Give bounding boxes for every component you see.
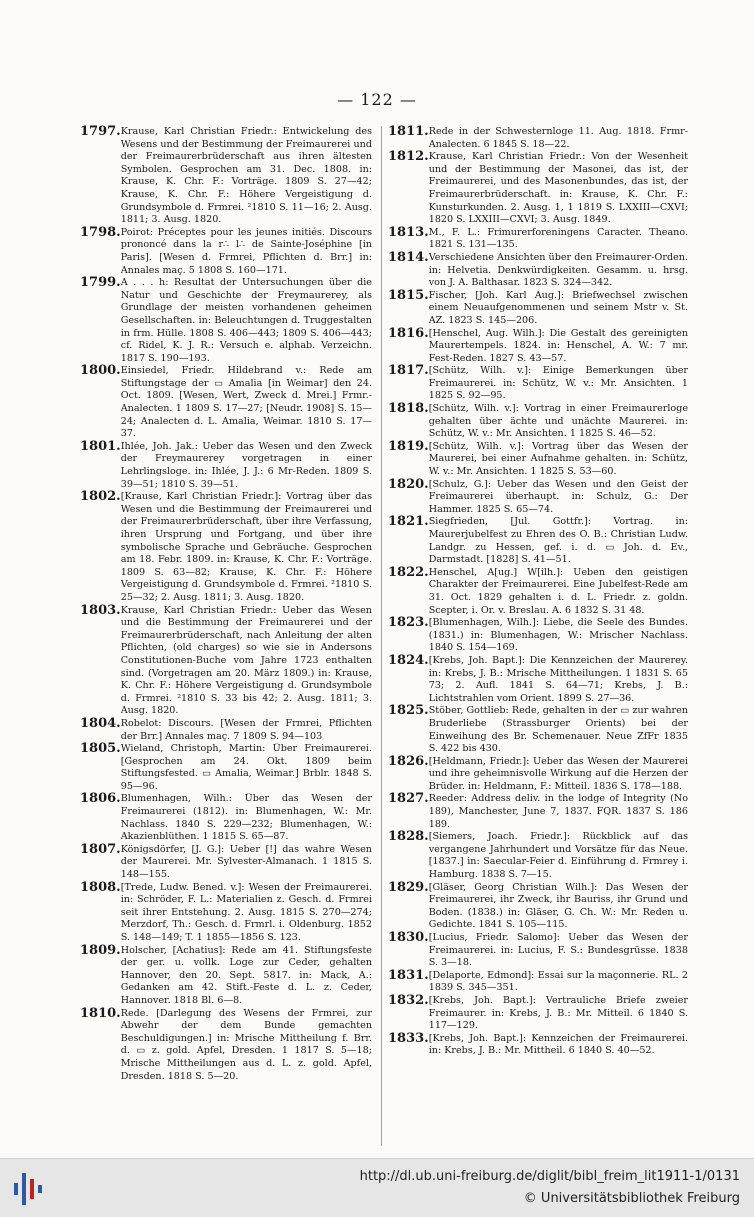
bibliography-entry [80, 879, 372, 945]
bibliography-entry [388, 992, 688, 1033]
entry-text: Krause, Karl Christian Friedr.: Entwickelung des Wesens und der Bestimmung der Freimaurerei und der Freimaurerbrüderschaft aus ihren ältesten Symbolen. Gesprochen am 31. Dec. 1808. in: Krause, K. Chr. F.: Vorträge. 1809 S. 27—42; Krause, K. Chr. F.: Höhere Vergeistigung d. Grundsymbole d. Frmrei. ²1810 S. 11—16; 2. Ausg. 1811; 3. Ausg. 1820. [120, 126, 372, 226]
entry-number: 1822. [388, 564, 429, 580]
entry-number: 1826. [388, 753, 429, 769]
entry-number: 1801. [80, 438, 121, 454]
bibliography-entry [80, 602, 372, 718]
entry-text: Henschel, A[ug.] W[ilh.]: Ueben den geistigen Charakter der Freimaurerei. Eine Jubelfest-Rede am 31. Oct. 1829 gehalten i. d. L. Friedr. z. goldn. Scepter, i. Or. v. Breslau. A. 6 1832 S. 31 48. [428, 566, 688, 616]
entry-text: A . . . h: Resultat der Untersuchungen über die Natur und Geschichte der Freymaurerey, als Grundlage der meisten vorhandenen geheimen Gesellschaften. in: Beleuchtungen d. Truggestalten in frm. Hülle. 1808 S. 406—443; 1809 S. 406—443; cf. Ridel, K. J. R.: Versuch e. alphab. Verzeichn. 1817 S. 190—193. [120, 277, 372, 364]
entry-number: 1817. [388, 363, 429, 379]
bibliography-entry [388, 617, 688, 655]
entry-text: Holscher, [Achatius]: Rede am 41. Stiftungsfeste der ger. u. vollk. Loge zur Ceder, gehalten Hannover, den 20. Sept. 5817. in: Mack, A.: Gedanken am 42. Stift.-Feste d. L. z. Ceder, Hannover. 1818 Bl. 6—8. [120, 944, 372, 1006]
entry-number: 1807. [80, 841, 121, 857]
entry-text: Krause, Karl Christian Friedr.: Von der Wesenheit und der Bestimmung der Masonei, das ist, der Freimaurerei, und des Masonenbundes, das ist, der Freimaurerbrüderschaft. in: Krause, K. Chr. F.: Kunsturkunden. 2. Ausg. 1, 1 1819 S. LXXIII—CXVI; 1820 S. LXXIII—CXVI; 3. Ausg. 1849. [428, 151, 688, 226]
entry-text: [Trede, Ludw. Bened. v.]: Wesen der Freimaurerei. in: Schröder, F. L.: Materialien z. Gesch. d. Frmrei seit ihrer Entstehung. 2. Ausg. 1815 S. 270—274; Merzdorf, Th.: Gesch. d. Frmrl. i. Oldenburg. 1852 S. 148—149; T. 1 1855—1856 S. 123. [120, 881, 372, 943]
entry-number: 1802. [80, 489, 121, 505]
entry-number: 1797. [80, 124, 121, 139]
entry-number: 1829. [388, 879, 429, 895]
bibliography-entry [80, 743, 372, 793]
bibliography-entry [388, 652, 688, 705]
page-number: — 122 — [337, 90, 417, 109]
column-divider [381, 126, 382, 1146]
bibliography-entry [388, 753, 688, 794]
entry-text: Verschiedene Ansichten über den Freimaurer-Orden. in: Helvetia. Denkwürdigkeiten. Gesamm. u. hrsg. von J. A. Balthasar. 1823 S. 324—342. [428, 251, 688, 289]
entry-text: Wieland, Christoph, Martin: Über Freimaurerei. [Gesprochen am 24. Okt. 1809 beim Stiftungsfested. ▭ Amalia, Weimar.] Brblr. 1848 S. 95—96. [120, 743, 372, 792]
bibliography-entry [80, 715, 372, 743]
entry-text: Reeder: Address deliv. in the lodge of Integrity (No 189), Manchester, June 7, 1837. FQR. 1837 S. 186 189. [428, 793, 688, 830]
bibliography-entry [388, 705, 688, 755]
bibliography-entry [388, 151, 688, 227]
document-url[interactable]: http://dl.ub.uni-freiburg.de/diglit/bibl_freim_lit1911-1/0131 [359, 1169, 740, 1184]
bibliography-entry [388, 516, 688, 566]
copyright-notice: © Universitätsbibliothek Freiburg [523, 1191, 740, 1206]
bibliography-entry [80, 126, 372, 227]
bibliography-entry [80, 224, 372, 277]
entry-text: [Delaporte, Edmond]: Essai sur la maçonnerie. RL. 2 1839 S. 345—351. [428, 969, 688, 994]
entry-text: Blumenhagen, Wilh.: Über das Wesen der Freimaurerei (1812). in: Blumenhagen, W.: Mr. Nachlass. 1840 S. 229—232; Blumenhagen, W.: Akazienblüthen. 1 1815 S. 65—87. [120, 793, 372, 843]
entry-text: Rede in der Schwesternloge 11. Aug. 1818. Frmr-Analecten. 6 1845 S. 18—22. [428, 126, 688, 150]
entry-text: [Krause, Karl Christian Friedr.]: Vortrag über das Wesen und die Bestimmung der Freimaurerei und der Freimaurerbrüderschaft, über ihre Verfassung, ihren Ursprung und Fortgang, und über ihre symbolische Sprache und Gebräuche. Gesprochen am 18. Febr. 1809. in: Krause, K. Chr. F.: Vorträge. 1809 S. 63—82; Krause, K. Chr. F.: Höhere Vergeistigung d. Grundsymbole d. Frmrei. ²1810 S. 25—32; 2. Ausg. 1811; 3. Ausg. 1820. [120, 491, 372, 603]
bibliography-entry [80, 438, 372, 491]
entry-text: [Heldmann, Friedr.]: Ueber das Wesen der Maurerei und ihre geheimnisvolle Wirkung auf die Herzen der Brüder. in: Heldmann, F.: Mitteil. 1836 S. 178—188. [428, 755, 688, 792]
entry-number: 1819. [388, 438, 429, 454]
entry-text: [Lucius, Friedr. Salomo]: Ueber das Wesen der Freimaurerei. in: Lucius, F. S.: Bundesgrüsse. 1838 S. 3—18. [428, 932, 688, 969]
entry-number: 1813. [388, 224, 429, 240]
entry-number: 1808. [80, 879, 121, 895]
bibliography-entry [388, 932, 688, 970]
entry-number: 1806. [80, 791, 121, 807]
entry-number: 1811. [388, 124, 429, 139]
bibliography-entry [80, 277, 372, 365]
bibliography-entry [388, 1030, 688, 1058]
ub-freiburg-logo-icon [12, 1171, 44, 1207]
entry-text: Robelot: Discours. [Wesen der Frmrei, Pflichten der Brr.] Annales maç. 7 1809 S. 94—103 [120, 717, 372, 742]
bibliography-entry [388, 325, 688, 366]
entry-number: 1820. [388, 476, 429, 492]
entry-text: [Krebs, Joh. Bapt.]: Vertrauliche Briefe zweier Freimaurer. in: Krebs, J. B.: Mr. Mitteil. 6 1840 S. 117—129. [428, 994, 688, 1032]
bibliography-entry [388, 476, 688, 517]
entry-text: Fischer, [Joh. Karl Aug.]: Briefwechsel zwischen einem Neuaufgenommenen und seinem Mstr v. St. AZ. 1823 S. 145—206. [428, 289, 688, 326]
entry-number: 1816. [388, 325, 429, 341]
entry-text: [Krebs, Joh. Bapt.]: Die Kennzeichen der Maurerey. in: Krebs, J. B.: Mrische Mittheilungen. 1 1831 S. 65 73; 2. Aufl. 1841 S. 64—71; Krebs, J. B.: Lichtstrahlen vom Orient. 1899 S. 27—36. [428, 654, 688, 704]
entry-number: 1810. [80, 1005, 121, 1021]
bibliography-entry [80, 942, 372, 1008]
entry-number: 1800. [80, 363, 121, 379]
bibliography-entry [388, 967, 688, 995]
entry-number: 1827. [388, 791, 429, 807]
entry-text: Poirot: Préceptes pour les jeunes initiés. Discours prononcé dans la r∴ l∴ de Sainte-Joséphine [in Paris]. [Wesen d. Frmrei, Pflichten d. Brr.] in: Annales maç. 5 1808 S. 160—171. [120, 226, 372, 276]
entry-number: 1825. [388, 703, 429, 719]
left-column [80, 126, 372, 1083]
entry-text: [Schütz, Wilh. v.]: Einige Bemerkungen über Freimaurerei. in: Schütz, W. v.: Mr. Ansichten. 1 1825 S. 92—95. [428, 365, 688, 402]
bibliography-entry [388, 249, 688, 290]
entry-text: [Schütz, Wilh. v.]: Vortrag über das Wesen der Maurerei, bei einer Aufnahme gehalten. in: Schütz, W. v.: Mr. Ansichten. 1 1825 S. 53—60. [428, 440, 688, 478]
bibliography-entry [388, 831, 688, 881]
entry-text: Siegfrieden, [Jul. Gottfr.]: Vortrag. in: Maurerjubelfest zu Ehren des O. B.: Christian Ludw. Landgr. zu Hessen, gef. i. d. ▭ Joh. d. Ev., Darmstadt. [1828] S. 41—51. [428, 516, 688, 566]
bibliography-entry [388, 287, 688, 328]
entry-number: 1818. [388, 401, 429, 417]
entry-text: Einsiedel, Friedr. Hildebrand v.: Rede am Stiftungstage der ▭ Amalia [in Weimar] den 24. Oct. 1809. [Wesen, Wert, Zweck d. Mrei.] Frmr.-Analecten. 1 1809 S. 17—27; [Neudr. 1908] S. 15—24; Analecten d. L. Amalia, Weimar. 1810 S. 17—37. [120, 365, 372, 440]
bibliography-entry [80, 365, 372, 441]
entry-text: Stöber, Gottlieb: Rede, gehalten in der ▭ zur wahren Bruderliebe (Strassburger Orients) bei der Einweihung des Br. Schemenauer. Neue ZfFr 1835 S. 422 bis 430. [428, 705, 688, 755]
entry-number: 1815. [388, 287, 429, 303]
entry-number: 1805. [80, 741, 121, 757]
footer-bar [0, 1158, 754, 1217]
bibliography-entry [388, 403, 688, 441]
bibliography-entry [80, 793, 372, 843]
entry-number: 1830. [388, 930, 429, 945]
entry-number: 1814. [388, 249, 429, 265]
entry-text: [Gläser, Georg Christian Wilh.]: Das Wesen der Freimaurerei, ihr Zweck, ihr Bauriss, ihr Grund und Boden. (1838.) in: Gläser, G. Ch. W.: Mr. Reden u. Gedichte. 1841 S. 105—115. [428, 881, 688, 931]
entry-number: 1799. [80, 275, 121, 291]
entry-text: Rede. [Darlegung des Wesens der Frmrei, zur Abwehr der dem Bunde gemachten Beschuldigungen.] in: Mrische Mittheilung f. Brr. d. ▭ z. gold. Apfel, Dresden. 1 1817 S. 5—18; Mrische Mittheilungen aus d. L. z. gold. Apfel, Dresden. 1818 S. 5—20. [120, 1007, 372, 1082]
entry-text: [Henschel, Aug. Wilh.]: Die Gestalt des gereinigten Maurertempels. 1824. in: Henschel, A. W.: 7 mr. Fest-Reden. 1827 S. 43—57. [428, 327, 688, 364]
bibliography-entry [388, 126, 688, 151]
entry-text: [Siemers, Joach. Friedr.]: Rückblick auf das vergangene Jahrhundert und Vorsätze für das Neue. [1837.] in: Saecular-Feier d. Einführung d. Frmrey i. Hamburg. 1838 S. 7—15. [428, 831, 688, 881]
entry-number: 1828. [388, 829, 429, 845]
bibliography-entry [388, 224, 688, 252]
bibliography-entry [80, 841, 372, 882]
entry-number: 1798. [80, 224, 121, 240]
bibliography-entry [388, 438, 688, 479]
right-column [388, 126, 688, 1058]
entry-number: 1823. [388, 615, 429, 631]
entry-text: M., F. L.: Frimurerforeningens Caracter. Theano. 1821 S. 131—135. [428, 226, 688, 251]
entry-number: 1824. [388, 652, 429, 668]
entry-number: 1821. [388, 514, 429, 530]
entry-text: [Schütz, Wilh. v.]: Vortrag in einer Freimaurerloge gehalten über ächte und unächte Maurerei. in: Schütz, W. v.: Mr. Ansichten. 1 1825 S. 46—52. [428, 403, 688, 440]
entry-number: 1832. [388, 992, 429, 1008]
entry-number: 1833. [388, 1030, 429, 1046]
bibliography-entry [80, 491, 372, 604]
entry-text: [Schulz, G.]: Ueber das Wesen und den Geist der Freimaurerei überhaupt. in: Schulz, G.: Der Hammer. 1825 S. 65—74. [428, 478, 688, 515]
entry-number: 1804. [80, 715, 121, 731]
bibliography-entry [388, 793, 688, 831]
entry-number: 1831. [388, 967, 429, 983]
bibliography-entry [388, 564, 688, 617]
entry-number: 1812. [388, 149, 429, 165]
entry-text: [Krebs, Joh. Bapt.]: Kennzeichen der Freimaurerei. in: Krebs, J. B.: Mr. Mittheil. 6 1840 S. 40—52. [428, 1032, 688, 1057]
entry-text: [Blumenhagen, Wilh.]: Liebe, die Seele des Bundes. (1831.) in: Blumenhagen, W.: Mrischer Nachlass. 1840 S. 154—169. [428, 617, 688, 654]
entry-text: Ihlée, Joh. Jak.: Ueber das Wesen und den Zweck der Freymaurerey vorgetragen in einer Lehrlingsloge. in: Ihlée, J. J.: 6 Mr-Reden. 1809 S. 39—51; 1810 S. 39—51. [120, 440, 372, 490]
bibliography-entry [388, 365, 688, 403]
bibliography-entry [80, 1005, 372, 1084]
entry-text: Krause, Karl Christian Friedr.: Ueber das Wesen und die Bestimmung der Freimaurerei und der Freimaurerbrüderschaft, nach Anleitung der alten Pflichten, (old charges) so wie sie in Andersons Constitutionen-Buche vom Jahre 1723 enthalten sind. (Vorgetragen am 20. März 1809.) in: Krause, K. Chr. F.: Höhere Vergeistigung d. Grundsymbole d. Frmrei. ²1810 S. 33 bis 42; 2. Ausg. 1811; 3. Ausg. 1820. [120, 604, 372, 717]
entry-number: 1803. [80, 602, 121, 618]
entry-number: 1809. [80, 942, 121, 958]
entry-text: Königsdörfer, [J. G.]: Ueber [!] das wahre Wesen der Maurerei. Mr. Sylvester-Almanach. 1 1815 S. 148—155. [120, 843, 372, 881]
bibliography-entry [388, 879, 688, 932]
